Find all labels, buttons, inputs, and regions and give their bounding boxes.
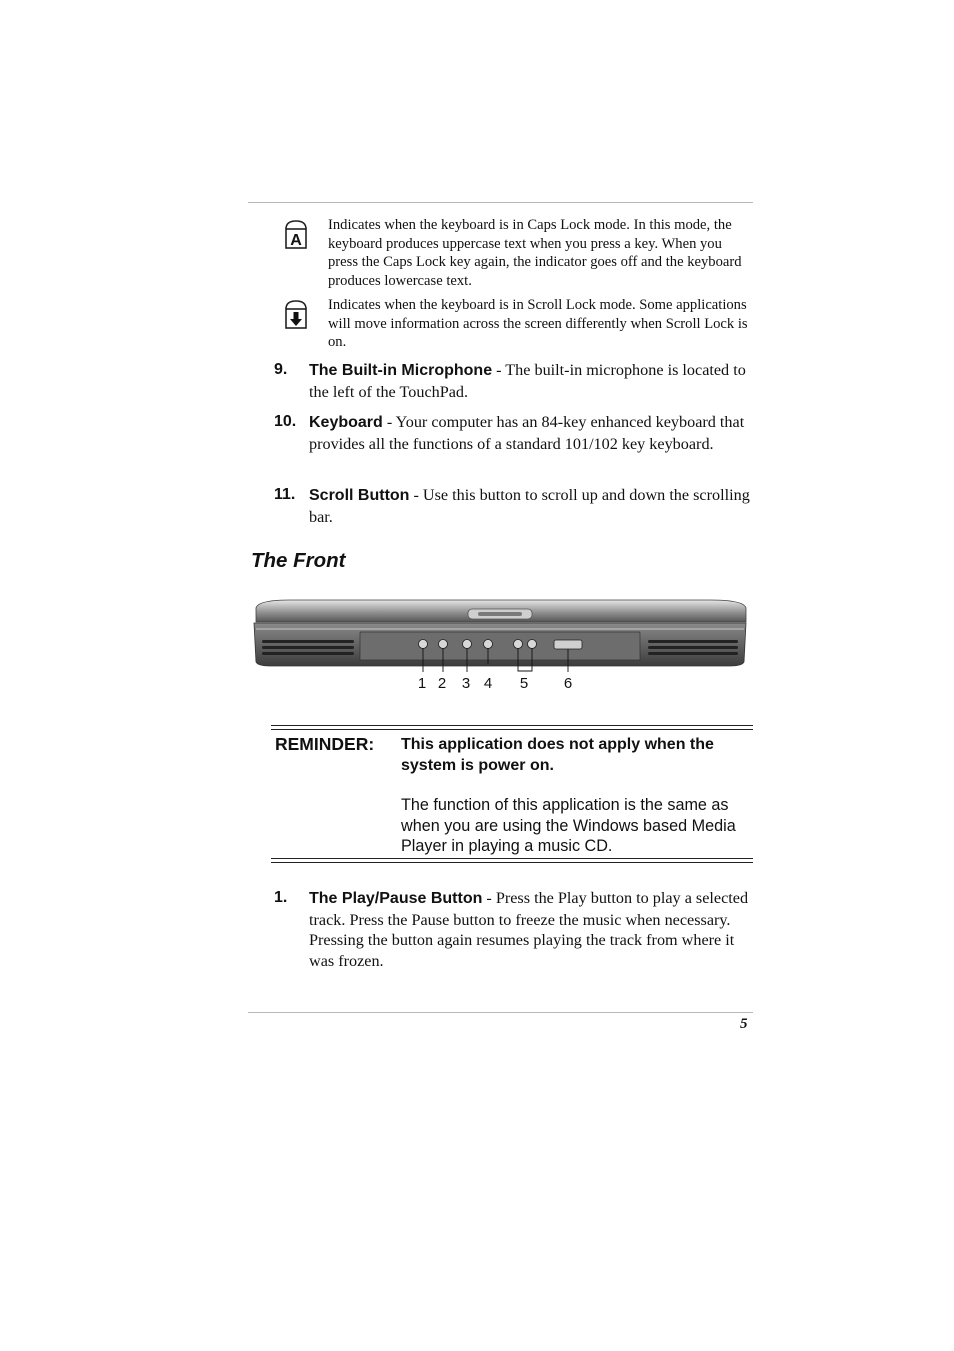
caps-lock-description: Indicates when the keyboard is in Caps Lock mode. In this mode, the keyboard produces uppercase text when you press a key. When you press the Caps Lock key again, the indicator goes off and the keyboard produces lowercase text. (328, 217, 742, 289)
scroll-lock-indicator-row (280, 296, 750, 352)
list-item (274, 888, 754, 974)
item-description: - Use this button to scroll up and down the scrolling bar. (309, 486, 750, 526)
laptop-front-figure (250, 596, 750, 694)
svg-text:A: A (290, 232, 302, 249)
reminder-text: The function of this application is the same as when you are using the Windows based Media Player in playing a music CD. (401, 796, 736, 855)
section-title: The Front (251, 549, 346, 572)
item-number: 11. (274, 486, 296, 503)
item-description: - The built-in microphone is located to the left of the TouchPad. (309, 361, 746, 401)
item-description: - Your computer has an 84-key enhanced keyboard that provides all the functions of a standard 101/102 key keyboard. (309, 413, 745, 453)
caps-lock-icon (282, 218, 310, 250)
item-term: The Play/Pause Button (309, 890, 483, 907)
reminder-rule (271, 729, 753, 730)
list-item (274, 485, 754, 529)
scroll-lock-description: Indicates when the keyboard is in Scroll Lock mode. Some applications will move information across the screen differently when Scroll Lock is on. (328, 297, 748, 351)
callout-label: 1 (417, 675, 427, 692)
callout-label: 4 (483, 675, 493, 692)
item-number: 10. (274, 413, 297, 430)
callout-label: 5 (519, 675, 529, 692)
reminder-rule (271, 858, 753, 859)
list-item (274, 360, 754, 404)
callout-label: 2 (437, 675, 447, 692)
caps-lock-indicator-row (280, 216, 750, 292)
callout-label: 3 (461, 675, 471, 692)
item-term: Scroll Button (309, 487, 410, 504)
item-term: Keyboard (309, 414, 383, 431)
callout-label: 6 (563, 675, 573, 692)
item-term: The Built-in Microphone (309, 362, 493, 379)
reminder-rule (271, 862, 753, 863)
header-rule (248, 202, 753, 203)
list-item (274, 412, 754, 476)
item-description: - Press the Play button to play a selected track. Press the Pause button to freeze the music when necessary. Pressing the button again resumes playing the track from where it was frozen. (309, 889, 749, 970)
page-number: 5 (740, 1016, 748, 1032)
reminder-bold-text: This application does not apply when the system is power on. (401, 736, 714, 774)
scroll-lock-icon (282, 298, 310, 330)
reminder-rule (271, 725, 753, 726)
reminder-label: REMINDER: (275, 734, 375, 754)
footer-rule (248, 1012, 753, 1013)
item-number: 9. (274, 361, 288, 378)
item-number: 1. (274, 889, 288, 906)
